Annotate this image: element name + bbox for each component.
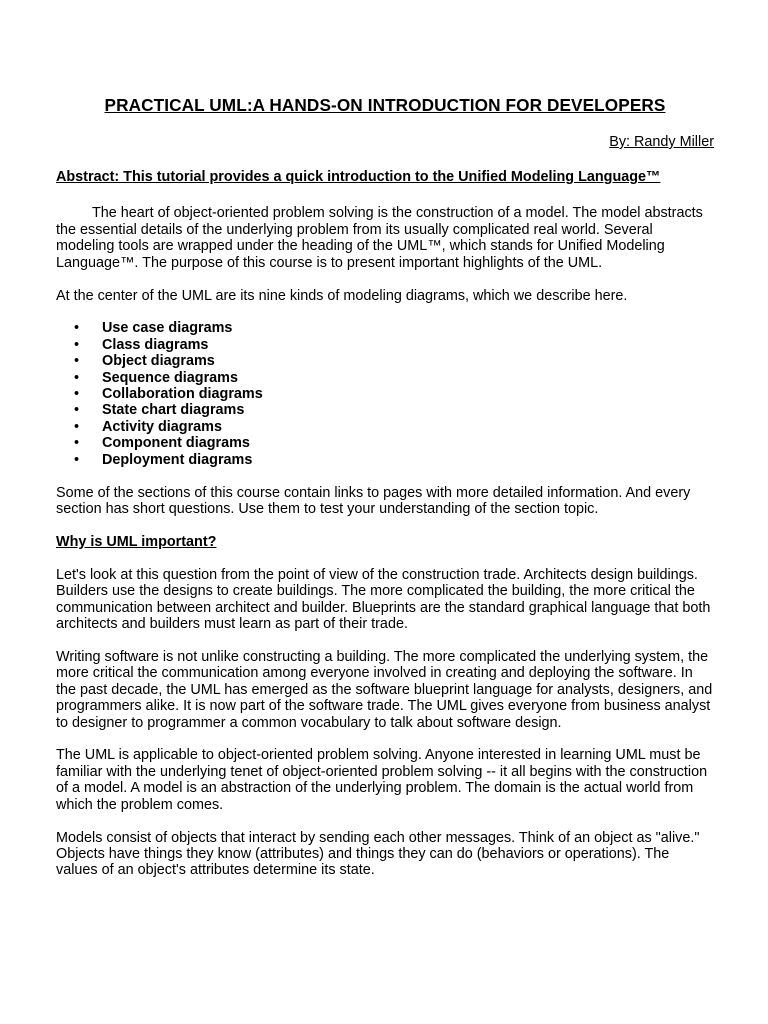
list-item-label: Collaboration diagrams (102, 386, 263, 403)
list-item (56, 320, 714, 336)
list-item (56, 419, 714, 435)
list-item-label: Class diagrams (102, 336, 209, 353)
abstract-heading: Abstract: This tutorial provides a quick introduction to the Unified Modeling Language™ (56, 169, 661, 185)
sections-note-paragraph: Some of the sections of this course contain links to pages with more detailed information. And every section has short questions. Use them to test your understanding of the section topic. (56, 484, 691, 517)
author-line: By: Randy Miller (609, 134, 714, 150)
list-item (56, 337, 714, 353)
bullet-icon: • (74, 353, 80, 370)
section-heading: Why is UML important? (56, 533, 217, 550)
list-item (56, 386, 714, 402)
bullet-icon: • (74, 386, 80, 403)
bullet-icon: • (74, 435, 80, 452)
diagrams-intro-paragraph: At the center of the UML are its nine kinds of modeling diagrams, which we describe here. (56, 287, 628, 304)
document-title: PRACTICAL UML:A HANDS-ON INTRODUCTION FOR DEVELOPERS (104, 95, 666, 115)
section-paragraph-2: Writing software is not unlike constructing a building. The more complicated the underlying system, the more critical the communication among everyone involved in creating and deploying the software. In the past decade, the UML has emerged as the software blueprint language for analysts, designers, and programmers alike. It is now part of the software trade. The UML gives everyone from business analyst to designer to programmer a common vocabulary to talk about software design. (56, 648, 713, 731)
list-item-label: Object diagrams (102, 353, 215, 370)
list-item (56, 353, 714, 369)
bullet-icon: • (74, 402, 80, 419)
list-item-label: State chart diagrams (102, 402, 245, 419)
list-item (56, 370, 714, 386)
list-item-label: Deployment diagrams (102, 451, 253, 468)
document-page (56, 95, 714, 879)
bullet-icon: • (74, 369, 80, 386)
diagram-list (56, 320, 714, 468)
bullet-icon: • (74, 320, 80, 337)
list-item-label: Sequence diagrams (102, 369, 238, 386)
list-item (56, 402, 714, 418)
list-item-label: Component diagrams (102, 435, 250, 452)
list-item (56, 435, 714, 451)
section-paragraph-1: Let's look at this question from the point of view of the construction trade. Architects design buildings. Builders use the designs to create buildings. The more complicated the building, the more critical the communication between architect and builder. Blueprints are the standard graphical language that both architects and builders must learn as part of their trade. (56, 566, 711, 633)
section-paragraph-3: The UML is applicable to object-oriented problem solving. Anyone interested in learning UML must be familiar with the underlying tenet of object-oriented problem solving -- it all begins with the construction of a model. A model is an abstraction of the underlying problem. The domain is the actual world from which the problem comes. (56, 747, 708, 813)
intro-paragraph: The heart of object-oriented problem solving is the construction of a model. The model abstracts the essential details of the underlying problem from its usually complicated real world. Several modeling tools are wrapped under the heading of the UML™, which stands for Unified Modeling Language™. The purpose of this course is to present important highlights of the UML. (56, 205, 703, 271)
bullet-icon: • (74, 418, 80, 435)
bullet-icon: • (74, 336, 80, 353)
list-item-label: Use case diagrams (102, 320, 233, 337)
section-paragraph-4: Models consist of objects that interact by sending each other messages. Think of an object as "alive." Objects have things they know (attributes) and things they can do (behaviors or operations). The values of an object's attributes determine its state. (56, 829, 700, 879)
bullet-icon: • (74, 451, 80, 468)
list-item (56, 452, 714, 468)
list-item-label: Activity diagrams (102, 418, 222, 435)
